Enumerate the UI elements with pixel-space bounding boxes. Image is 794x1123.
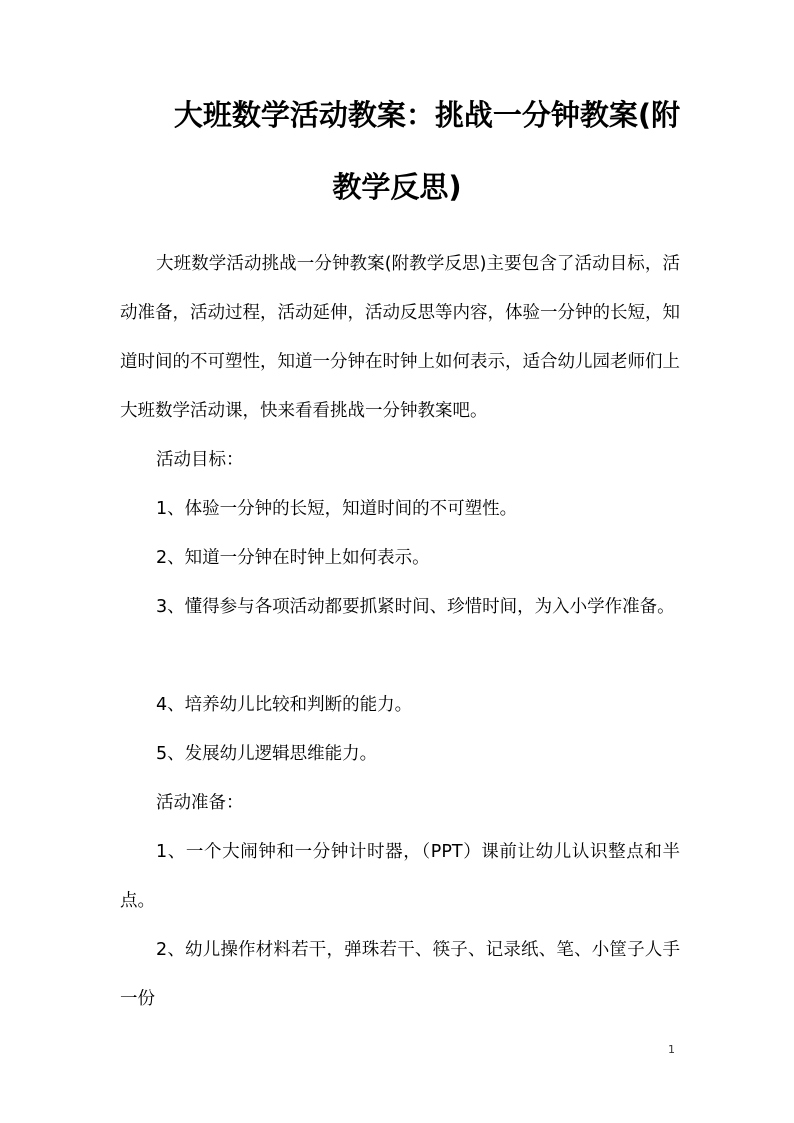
- goal-item-2: 2、知道一分钟在时钟上如何表示。: [156, 548, 430, 568]
- goal-item-4: 4、培养幼儿比较和判断的能力。: [156, 695, 413, 715]
- goals-heading: 活动目标：: [156, 450, 244, 470]
- goal-item-3: 3、懂得参与各项活动都要抓紧时间、珍惜时间，为入小学作准备。: [156, 597, 675, 617]
- goal-item-1: 1、体验一分钟的长短，知道时间的不可塑性。: [156, 499, 518, 519]
- page-number: 1: [668, 1043, 675, 1056]
- prep-item-1: 1、一个大闹钟和一分钟计时器，（PPT）课前让幼儿认识整点和半点。: [120, 842, 680, 911]
- document-title-line-1: 大班数学活动教案：挑战一分钟教案(附: [173, 98, 681, 132]
- prep-item-2: 2、幼儿操作材料若干，弹珠若干、筷子、记录纸、笔、小筐子人手一份: [120, 940, 680, 1009]
- prep-heading: 活动准备：: [156, 793, 244, 813]
- goal-item-5: 5、发展幼儿逻辑思维能力。: [156, 744, 378, 764]
- document-title-line-2: 教学反思): [332, 170, 462, 204]
- intro-paragraph: 大班数学活动挑战一分钟教案(附教学反思)主要包含了活动目标，活动准备，活动过程，活动延伸，活动反思等内容，体验一分钟的长短，知道时间的不可塑性，知道一分钟在时钟上如何表示，适合幼儿园老师们上大班数学活动课，快来看看挑战一分钟教案吧。: [120, 254, 680, 421]
